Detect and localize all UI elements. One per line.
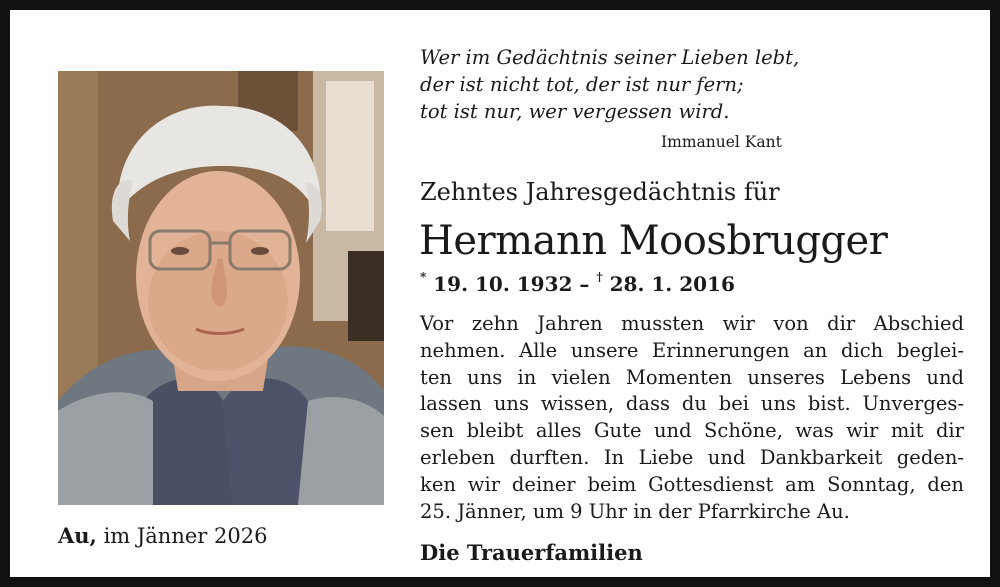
portrait-photo: [58, 71, 384, 505]
signature: Die Trauerfamilien: [420, 540, 643, 565]
memorial-intro: Zehntes Jahresgedächtnis für: [420, 178, 780, 206]
quote-line: der ist nicht tot, der ist nur fern;: [420, 73, 744, 96]
notice-date: im Jänner 2026: [103, 524, 268, 548]
text-line: lassen uns wissen, dass du bei uns bist. Unverges-: [420, 392, 964, 416]
text-line: ken wir deiner beim Gottesdienst am Sonntag, den: [420, 472, 964, 496]
quote-line: tot ist nur, wer vergessen wird.: [420, 100, 730, 123]
birth-symbol: *: [420, 270, 427, 285]
life-dates: [420, 272, 735, 296]
memorial-text: [420, 311, 964, 525]
death-symbol: †: [596, 270, 603, 285]
text-line: sen bleibt alles Gute und Schöne, was wir mit dir: [420, 419, 964, 443]
text-line: erleben durften. In Liebe und Dankbarkeit geden-: [420, 445, 964, 469]
quote-author: Immanuel Kant: [661, 133, 782, 151]
birth-date: 19. 10. 1932: [433, 272, 573, 296]
text-line: nehmen. Alle unsere Erinnerungen an dich beglei-: [420, 338, 964, 362]
town: Au,: [58, 523, 97, 548]
deceased-name: Hermann Moosbrugger: [419, 218, 888, 264]
quote-block: [420, 44, 840, 125]
text-line: Vor zehn Jahren mussten wir von dir Abschied: [420, 312, 964, 335]
quote-line: Wer im Gedächtnis seiner Lieben lebt,: [420, 46, 800, 69]
text-line: 25. Jänner, um 9 Uhr in der Pfarrkirche Au.: [420, 499, 850, 523]
death-date: 28. 1. 2016: [609, 272, 735, 296]
place-and-date: [58, 523, 267, 548]
text-line: ten uns in vielen Momenten unseres Lebens und: [420, 365, 964, 389]
date-separator: –: [579, 272, 590, 296]
